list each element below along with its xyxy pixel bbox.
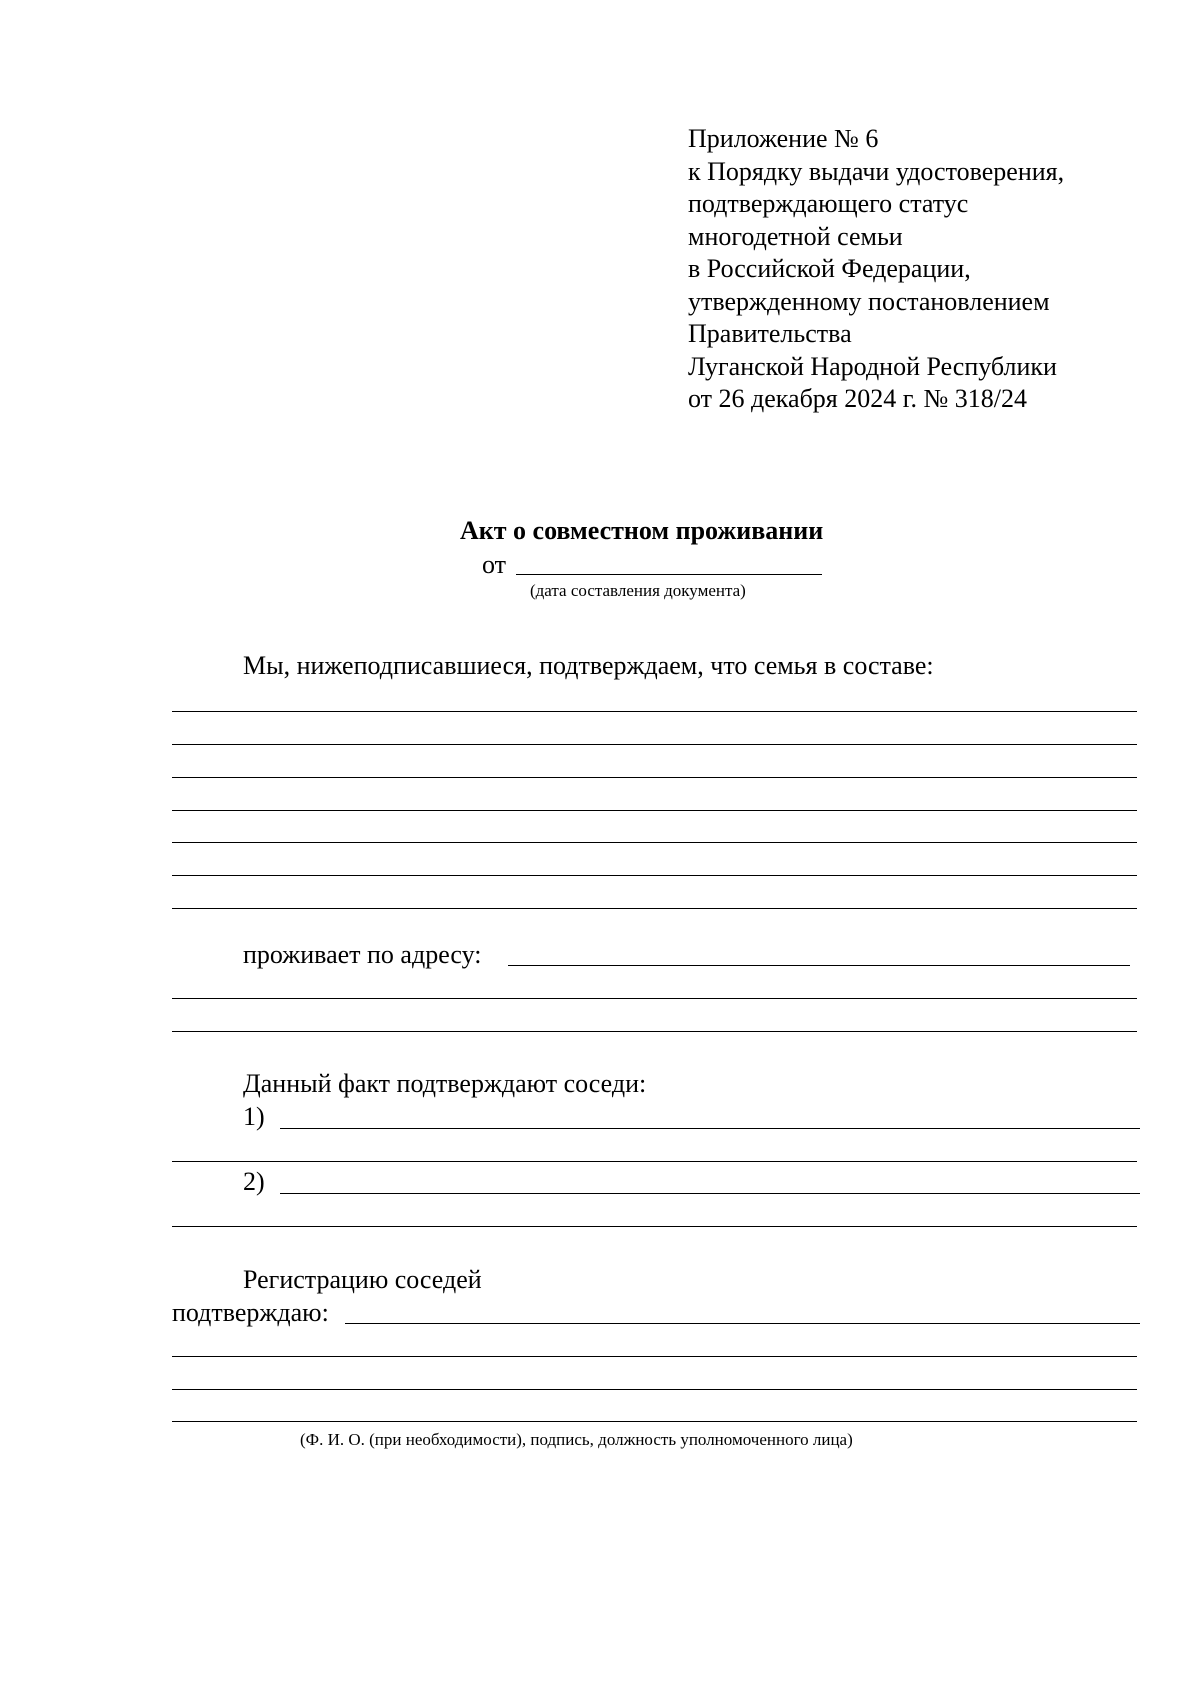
appendix-line: многодетной семьи: [688, 221, 903, 251]
family-member-line[interactable]: [172, 711, 1137, 712]
document-title: Акт о совместном проживании: [460, 516, 824, 545]
signature-caption: (Ф. И. О. (при необходимости), подпись, должность уполномоченного лица): [300, 1430, 853, 1449]
appendix-line: Приложение № 6: [688, 124, 879, 153]
family-member-line[interactable]: [172, 908, 1137, 909]
appendix-line: утвержденному постановлением: [688, 286, 1050, 316]
address-field-line[interactable]: [172, 1031, 1137, 1032]
registration-field-line[interactable]: [172, 1389, 1137, 1390]
appendix-line: в Российской Федерации,: [688, 254, 971, 283]
address-field-line[interactable]: [172, 998, 1137, 999]
date-field-line[interactable]: [516, 574, 822, 575]
family-member-line[interactable]: [172, 810, 1137, 811]
registration-label: Регистрацию соседей: [243, 1265, 482, 1294]
family-member-line[interactable]: [172, 842, 1137, 843]
neighbor-field-line[interactable]: [172, 1161, 1137, 1162]
address-field-line[interactable]: [508, 965, 1130, 966]
family-member-line[interactable]: [172, 744, 1137, 745]
registration-field-line[interactable]: [172, 1356, 1137, 1357]
appendix-line: от 26 декабря 2024 г. № 318/24: [688, 384, 1028, 413]
neighbor-number: 2): [243, 1167, 265, 1196]
neighbors-label: Данный факт подтверждают соседи:: [243, 1069, 647, 1098]
family-member-line[interactable]: [172, 875, 1137, 876]
appendix-line: к Порядку выдачи удостоверения,: [688, 156, 1065, 186]
neighbor-field-line[interactable]: [280, 1193, 1140, 1194]
date-caption: (дата составления документа): [530, 581, 746, 600]
appendix-reference: [688, 123, 1064, 416]
intro-text: Мы, нижеподписавшиеся, подтверждаем, что семья в составе:: [243, 651, 934, 680]
appendix-line: Правительства: [688, 319, 852, 348]
date-prefix: от: [482, 550, 507, 579]
neighbor-field-line[interactable]: [280, 1128, 1140, 1129]
address-label: проживает по адресу:: [243, 940, 482, 969]
neighbor-number: 1): [243, 1102, 265, 1131]
registration-label-continued: подтверждаю:: [172, 1298, 329, 1327]
appendix-line: подтверждающего статус: [688, 189, 969, 218]
signature-field-line[interactable]: [172, 1421, 1137, 1422]
registration-field-line[interactable]: [345, 1323, 1140, 1324]
family-member-line[interactable]: [172, 777, 1137, 778]
neighbor-field-line[interactable]: [172, 1226, 1137, 1227]
appendix-line: Луганской Народной Республики: [688, 351, 1057, 381]
